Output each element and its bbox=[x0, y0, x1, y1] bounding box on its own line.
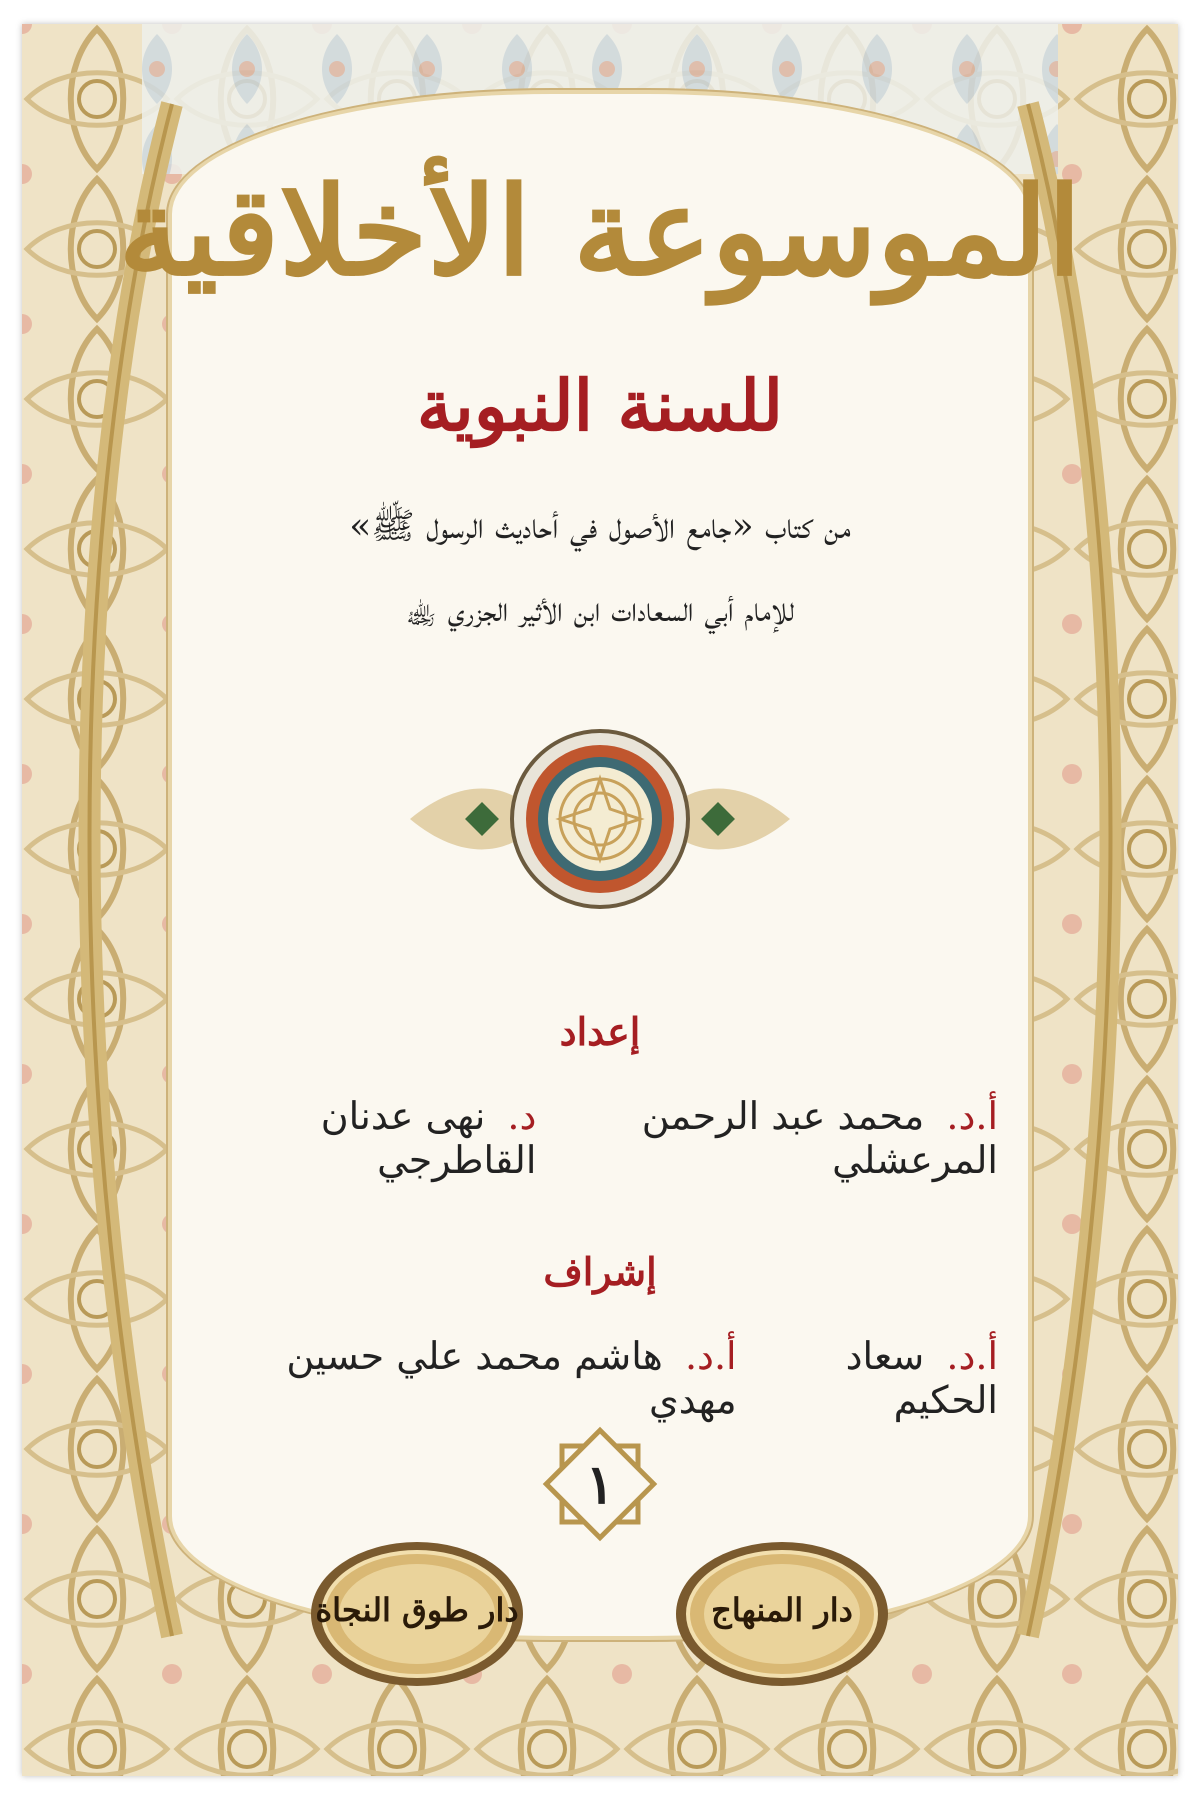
volume-number: ١ bbox=[585, 1452, 615, 1516]
author-2-name: نهى عدنان القاطرجي bbox=[320, 1094, 537, 1182]
publisher-seal-1 bbox=[672, 1539, 892, 1689]
author-1-name: محمد عبد الرحمن المرعشلي bbox=[641, 1094, 998, 1182]
central-medallion-icon bbox=[410, 729, 790, 909]
imam-line: للإمام أبي السعادات ابن الأثير الجزري ﵀ bbox=[405, 590, 795, 630]
author-1 bbox=[536, 1094, 998, 1182]
supervisor-2-name: هاشم محمد علي حسين مهدي bbox=[286, 1334, 737, 1422]
preparation-label: إعداد bbox=[559, 1009, 641, 1054]
source-book-line: من كتاب «جامع الأصول في أحاديث الرسول ﷺ» bbox=[349, 506, 851, 547]
book-title: الموسوعة الأخلاقية bbox=[118, 159, 1082, 303]
supervisor-2-prefix: أ.د. bbox=[684, 1334, 737, 1378]
book-subtitle: للسنة النبوية bbox=[416, 364, 784, 447]
volume-badge bbox=[540, 1424, 660, 1544]
author-1-prefix: أ.د. bbox=[946, 1094, 998, 1138]
author-2 bbox=[202, 1094, 536, 1182]
supervisor-1-name: سعاد الحكيم bbox=[845, 1334, 998, 1422]
supervision-label: إشراف bbox=[543, 1249, 657, 1294]
supervisor-1-prefix: أ.د. bbox=[946, 1334, 998, 1378]
author-2-prefix: د. bbox=[507, 1094, 537, 1138]
publisher-seal-2 bbox=[307, 1539, 527, 1689]
supervisor-1 bbox=[737, 1334, 998, 1422]
book-cover bbox=[22, 24, 1178, 1776]
supervisors-row bbox=[202, 1334, 998, 1422]
supervisor-2 bbox=[202, 1334, 737, 1422]
authors-row bbox=[202, 1094, 998, 1182]
publisher-1-name: دار المنهاج bbox=[711, 1591, 853, 1629]
publisher-2-name: دار طوق النجاة bbox=[315, 1591, 519, 1629]
